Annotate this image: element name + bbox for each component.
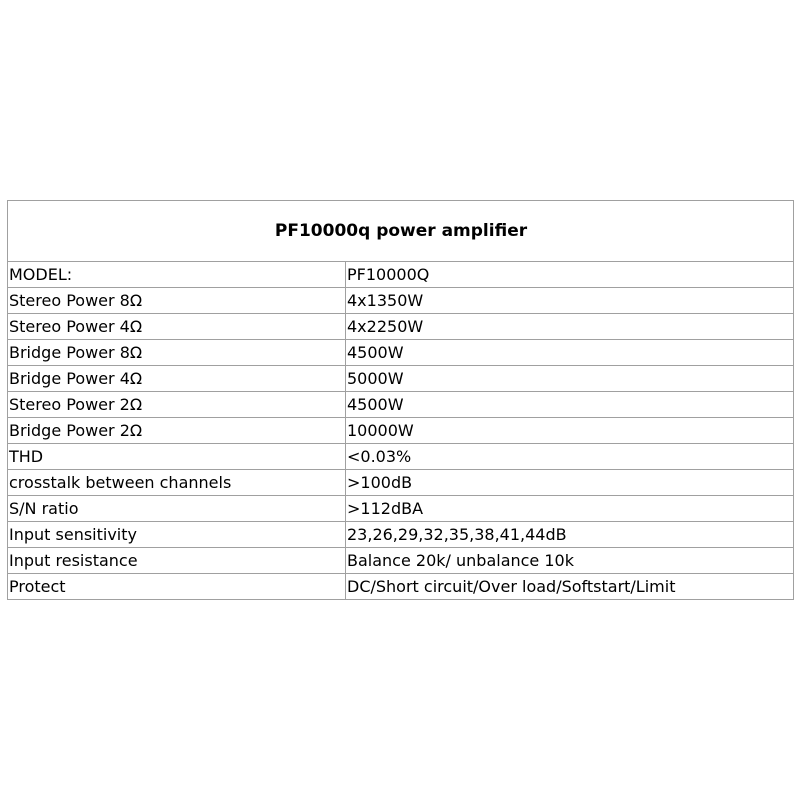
spec-label: Bridge Power 4Ω bbox=[8, 366, 346, 392]
table-row bbox=[8, 496, 794, 522]
title-row bbox=[8, 201, 794, 262]
spec-label: S/N ratio bbox=[8, 496, 346, 522]
spec-table bbox=[7, 200, 794, 600]
spec-value: 4500W bbox=[346, 340, 794, 366]
spec-label: Input sensitivity bbox=[8, 522, 346, 548]
spec-value: >100dB bbox=[346, 470, 794, 496]
spec-label: THD bbox=[8, 444, 346, 470]
table-row bbox=[8, 470, 794, 496]
spec-label: Protect bbox=[8, 574, 346, 600]
spec-label: Stereo Power 8Ω bbox=[8, 288, 346, 314]
spec-value: PF10000Q bbox=[346, 262, 794, 288]
spec-value: 4x1350W bbox=[346, 288, 794, 314]
table-row bbox=[8, 418, 794, 444]
spec-label: Stereo Power 2Ω bbox=[8, 392, 346, 418]
table-row bbox=[8, 548, 794, 574]
spec-value: 4500W bbox=[346, 392, 794, 418]
spec-value: Balance 20k/ unbalance 10k bbox=[346, 548, 794, 574]
table-row bbox=[8, 574, 794, 600]
table-row bbox=[8, 522, 794, 548]
table-row bbox=[8, 392, 794, 418]
table-row bbox=[8, 444, 794, 470]
spec-value: <0.03% bbox=[346, 444, 794, 470]
spec-label: MODEL: bbox=[8, 262, 346, 288]
spec-value: 5000W bbox=[346, 366, 794, 392]
spec-label: Stereo Power 4Ω bbox=[8, 314, 346, 340]
table-row bbox=[8, 340, 794, 366]
spec-value: 10000W bbox=[346, 418, 794, 444]
spec-value: 23,26,29,32,35,38,41,44dB bbox=[346, 522, 794, 548]
table-row bbox=[8, 288, 794, 314]
spec-label: Bridge Power 2Ω bbox=[8, 418, 346, 444]
table-row bbox=[8, 314, 794, 340]
spec-label: Input resistance bbox=[8, 548, 346, 574]
table-title: PF10000q power amplifier bbox=[8, 201, 794, 262]
spec-value: DC/Short circuit/Over load/Softstart/Limit bbox=[346, 574, 794, 600]
spec-label: Bridge Power 8Ω bbox=[8, 340, 346, 366]
spec-value: 4x2250W bbox=[346, 314, 794, 340]
spec-label: crosstalk between channels bbox=[8, 470, 346, 496]
spec-value: >112dBA bbox=[346, 496, 794, 522]
table-row bbox=[8, 262, 794, 288]
table-row bbox=[8, 366, 794, 392]
